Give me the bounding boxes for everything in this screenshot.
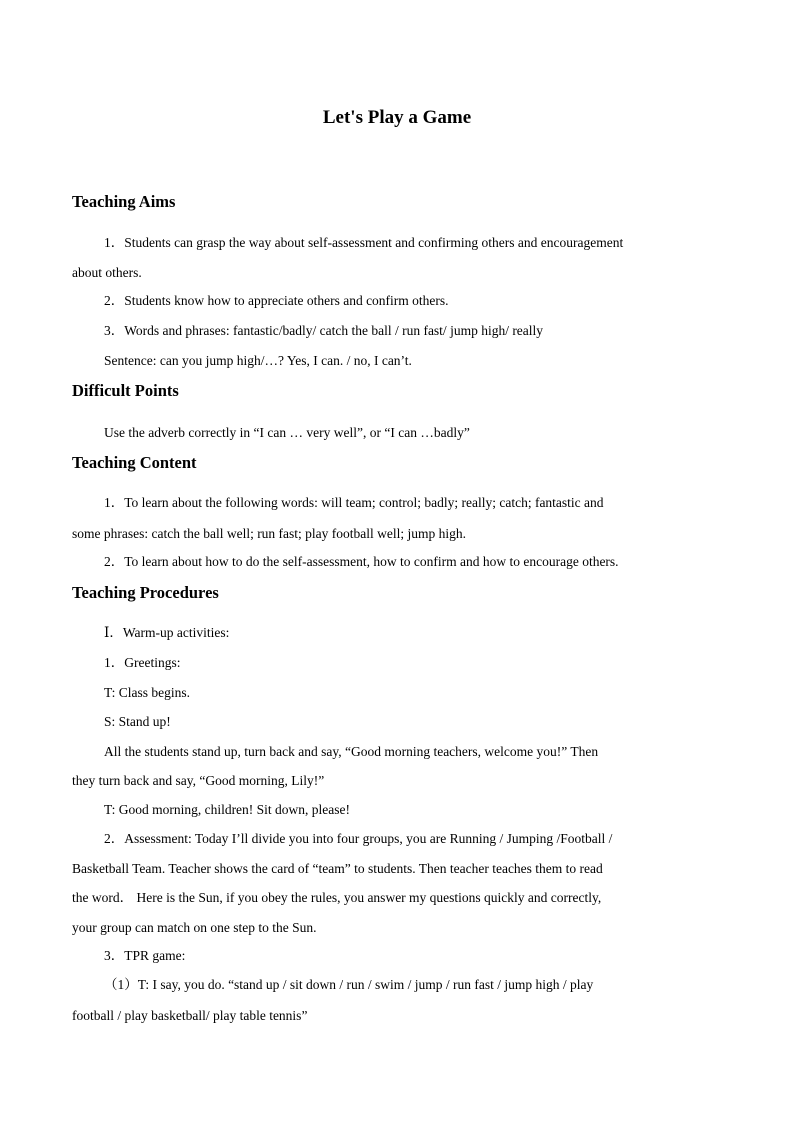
procedures-assessment-line-1: 2．Assessment: Today I’ll divide you into four groups, you are Running / Jumping /Football / [104, 831, 613, 846]
procedures-assessment-line-4: your group can match on one step to the Sun. [72, 920, 317, 935]
aims-item-3: 3．Words and phrases: fantastic/badly/ catch the ball / run fast/ jump high/ really [104, 323, 544, 338]
content-item-1-line-2: some phrases: catch the ball well; run fast; play football well; jump high. [72, 526, 467, 541]
procedures-greetings: 1．Greetings: [104, 655, 181, 670]
procedures-assessment-line-3: the word． Here is the Sun, if you obey the rules, you answer my questions quickly and correctly, [72, 890, 602, 905]
aims-item-1-line-1 [72, 234, 720, 252]
aims-sentence: Sentence: can you jump high/…? Yes, I can. / no, I can’t. [104, 353, 412, 368]
procedures-teacher-line: T: Class begins. [104, 685, 190, 700]
procedures-tpr-1-line-1: （1）T: I say, you do. “stand up / sit down / run / swim / jump / run fast / jump high / play [104, 977, 594, 992]
document-title: Let's Play a Game [322, 107, 472, 128]
content-item-1-line-1: 1．To learn about the following words: will team; control; badly; really; catch; fantastic and [104, 495, 604, 510]
heading-difficult-points: Difficult Points [72, 381, 179, 400]
procedures-tpr-game: 3．TPR game: [104, 948, 186, 963]
heading-teaching-procedures: Teaching Procedures [72, 583, 219, 602]
procedures-student-line: S: Stand up! [104, 714, 171, 729]
procedures-all-students-line-1: All the students stand up, turn back and say, “Good morning teachers, welcome you!” Then [104, 744, 599, 759]
aims-item-2: 2．Students know how to appreciate others and confirm others. [104, 293, 449, 308]
aims-item-1-text: 1．Students can grasp the way about self-assessment and confirming others and encouragement [104, 235, 624, 250]
difficult-points-text: Use the adverb correctly in “I can … very well”, or “I can …badly” [104, 425, 470, 440]
procedures-all-students-line-2: they turn back and say, “Good morning, Lily!” [72, 773, 325, 788]
procedures-assessment-line-2: Basketball Team. Teacher shows the card of “team” to students. Then teacher teaches them to read [72, 861, 603, 876]
aims-item-1-line-2: about others. [72, 265, 142, 280]
procedures-tpr-1-line-2: football / play basketball/ play table tennis” [72, 1008, 308, 1023]
heading-teaching-aims: Teaching Aims [72, 192, 176, 211]
procedures-section-1: Ⅰ．Warm-up activities: [104, 625, 230, 640]
content-item-2: 2．To learn about how to do the self-assessment, how to confirm and how to encourage others. [104, 554, 619, 569]
heading-teaching-content: Teaching Content [72, 453, 197, 472]
procedures-teacher-good-morning: T: Good morning, children! Sit down, please! [104, 802, 351, 817]
